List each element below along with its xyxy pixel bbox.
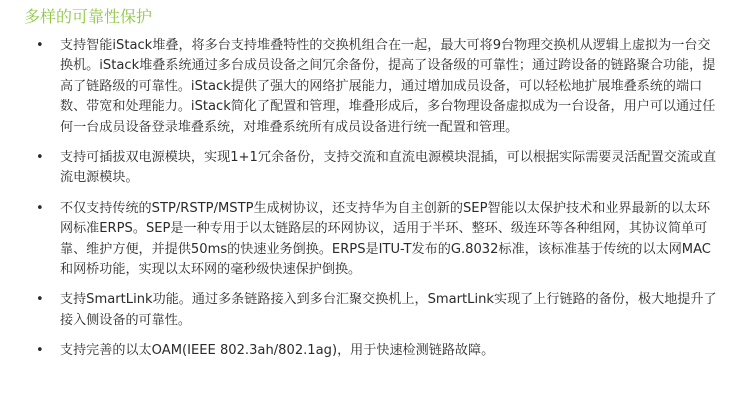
bullet-text: 不仅支持传统的STP/RSTP/MSTP生成树协议，还支持华为自主创新的SEP智能以太保护技术和业界最新的以太环网标准ERPS。SEP是一种专用于以太链路层的环网协议，适用于半环、整环、级连环等各种组网，其协议简单可靠、维护方便，并提供50ms的快速业务倒换。ERPS是ITU-T发布的G.8032标准，该标准基于传统的以太网MAC和网桥功能，实现以太环网的毫秒级快速保护倒换。 bbox=[60, 200, 711, 278]
bullet-text: 支持SmartLink功能。通过多条链路接入到多台汇聚交换机上，SmartLink实现了上行链路的备份，极大地提升了接入侧设备的可靠性。 bbox=[60, 292, 717, 328]
bullet-dot-icon: • bbox=[36, 200, 44, 216]
bullet-dot-icon: • bbox=[36, 38, 44, 53]
bullet-text: 支持可插拔双电源模块，实现1+1冗余备份，支持交流和直流电源模块混插，可以根据实际需要灵活配置交流或直流电源模块。 bbox=[60, 150, 717, 186]
bullet-list bbox=[24, 36, 720, 362]
bullet-dot-icon: • bbox=[36, 292, 44, 308]
bullet-text: 支持完善的以太OAM(IEEE 802.3ah/802.1ag)，用于快速检测链路故障。 bbox=[60, 343, 495, 359]
bullet-dot-icon: • bbox=[36, 150, 44, 166]
bullet-dot-icon: • bbox=[36, 343, 44, 359]
bullet-item-istack bbox=[24, 36, 720, 138]
bullet-item-oam bbox=[24, 341, 720, 361]
bullet-item-stp-sep-erps bbox=[24, 199, 720, 281]
section-title: 多样的可靠性保护 bbox=[24, 7, 153, 26]
bullet-item-smartlink bbox=[24, 290, 720, 331]
bullet-item-power bbox=[24, 148, 720, 189]
bullet-text: 支持智能iStack堆叠，将多台支持堆叠特性的交换机组合在一起，最大可将9台物理交换机从逻辑上虚拟为一台交换机。iStack堆叠系统通过多台成员设备之间冗余备份，提高了设备级的可靠性；通过跨设备的链路聚合功能，提高了链路级的可靠性。iStack提供了强大的网络扩展能力，通过增加成员设备，可以轻松地扩展堆叠系统的端口数、带宽和处理能力。iStack简化了配置和管理，堆叠形成后，多台物理设备虚拟成为一台设备，用户可以通过任何一台成员设备登录堆叠系统，对堆叠系统所有成员设备进行统一配置和管理。 bbox=[60, 38, 716, 135]
